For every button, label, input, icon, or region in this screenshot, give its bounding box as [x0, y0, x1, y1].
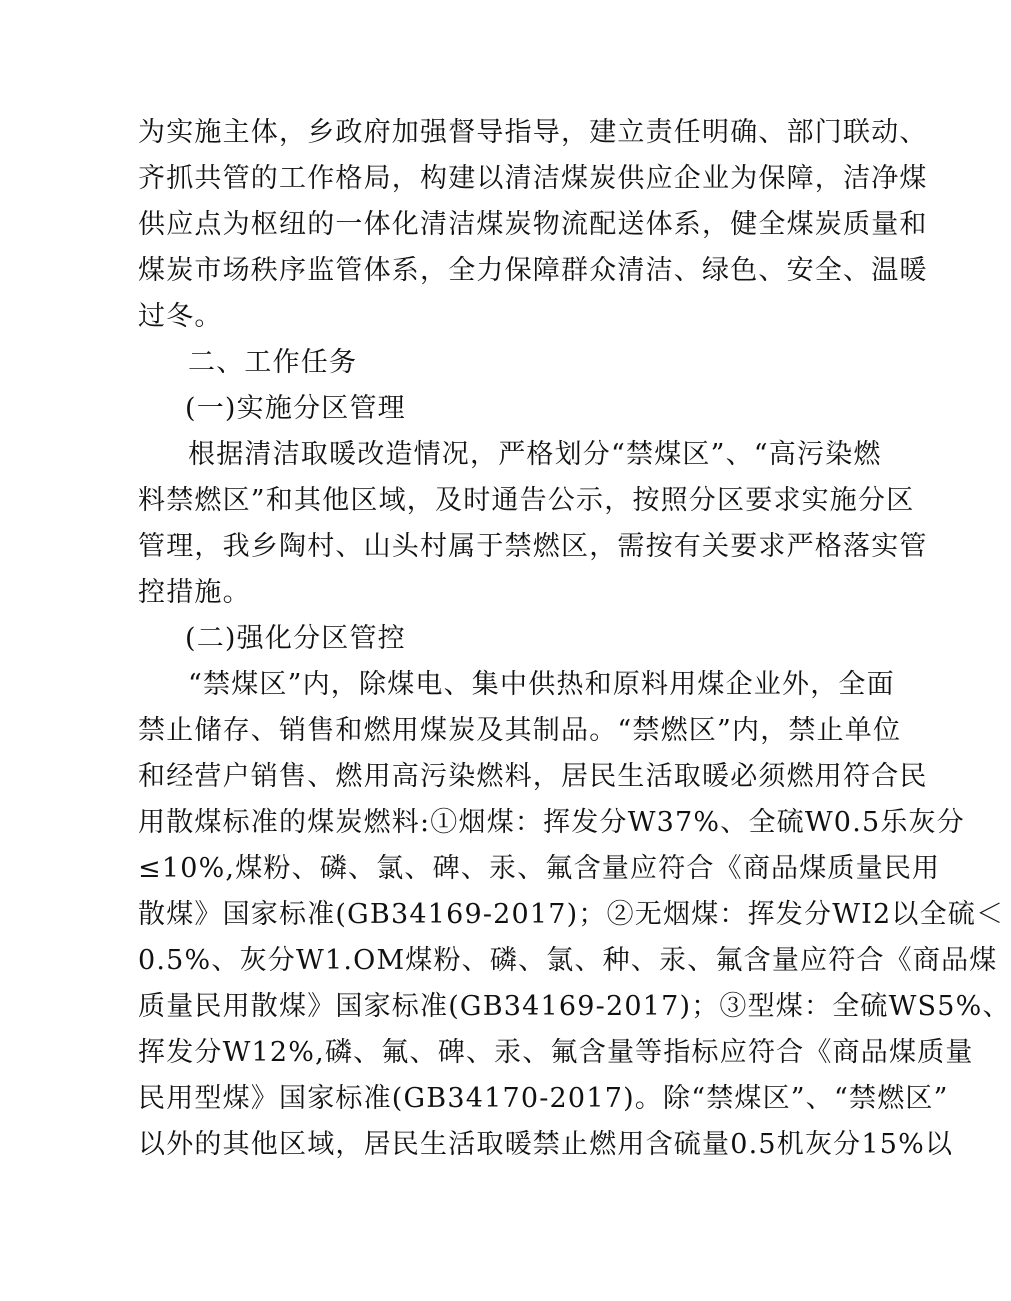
paragraph-line: “禁煤区”内，除煤电、集中供热和原料用煤企业外，全面	[188, 669, 895, 700]
paragraph-line: 质量民用散煤》国家标准(GB34169-2017)；③型煤：全硫WS5%、	[138, 991, 1011, 1022]
paragraph-line: 过冬。	[138, 301, 223, 332]
paragraph-line: 和经营户销售、燃用高污染燃料，居民生活取暖必须燃用符合民	[138, 761, 928, 792]
paragraph-line: 管理，我乡陶村、山头村属于禁燃区，需按有关要求严格落实管	[138, 531, 928, 562]
paragraph-line: 根据清洁取暖改造情况，严格划分“禁煤区”、“高污染燃	[188, 439, 882, 470]
subsection-heading: (一)实施分区管理	[185, 393, 406, 424]
paragraph-line: 为实施主体，乡政府加强督导指导，建立责任明确、部门联动、	[138, 117, 928, 148]
paragraph-line: 散煤》国家标准(GB34169-2017)；②无烟煤：挥发分WI2以全硫＜	[138, 899, 1005, 930]
paragraph-line: 料禁燃区”和其他区域，及时通告公示，按照分区要求实施分区	[138, 485, 915, 516]
paragraph-line: 控措施。	[138, 577, 251, 608]
subsection-heading: (二)强化分区管控	[185, 623, 406, 654]
paragraph-line: ≤10%,煤粉、磷、氯、碑、汞、氟含量应符合《商品煤质量民用	[138, 853, 941, 884]
paragraph-line: 禁止储存、销售和燃用煤炭及其制品。“禁燃区”内，禁止单位	[138, 715, 902, 746]
paragraph-line: 供应点为枢纽的一体化清洁煤炭物流配送体系，健全煤炭质量和	[138, 209, 928, 240]
paragraph-line: 煤炭市场秩序监管体系，全力保障群众清洁、绿色、安全、温暖	[138, 255, 928, 286]
paragraph-line: 0.5%、灰分W1.OM煤粉、磷、氯、种、汞、氟含量应符合《商品煤	[138, 945, 998, 976]
section-heading: 二、工作任务	[188, 347, 358, 378]
paragraph-line: 以外的其他区域，居民生活取暖禁止燃用含硫量0.5机灰分15%以	[138, 1129, 954, 1160]
paragraph-line: 民用型煤》国家标准(GB34170-2017)。除“禁煤区”、“禁燃区”	[138, 1083, 949, 1114]
paragraph-line: 齐抓共管的工作格局，构建以清洁煤炭供应企业为保障，洁净煤	[138, 163, 928, 194]
paragraph-line: 挥发分W12%,磷、氟、碑、汞、氟含量等指标应符合《商品煤质量	[138, 1037, 974, 1068]
paragraph-line: 用散煤标准的煤炭燃料:①烟煤：挥发分W37%、全硫W0.5乐灰分	[138, 807, 965, 838]
